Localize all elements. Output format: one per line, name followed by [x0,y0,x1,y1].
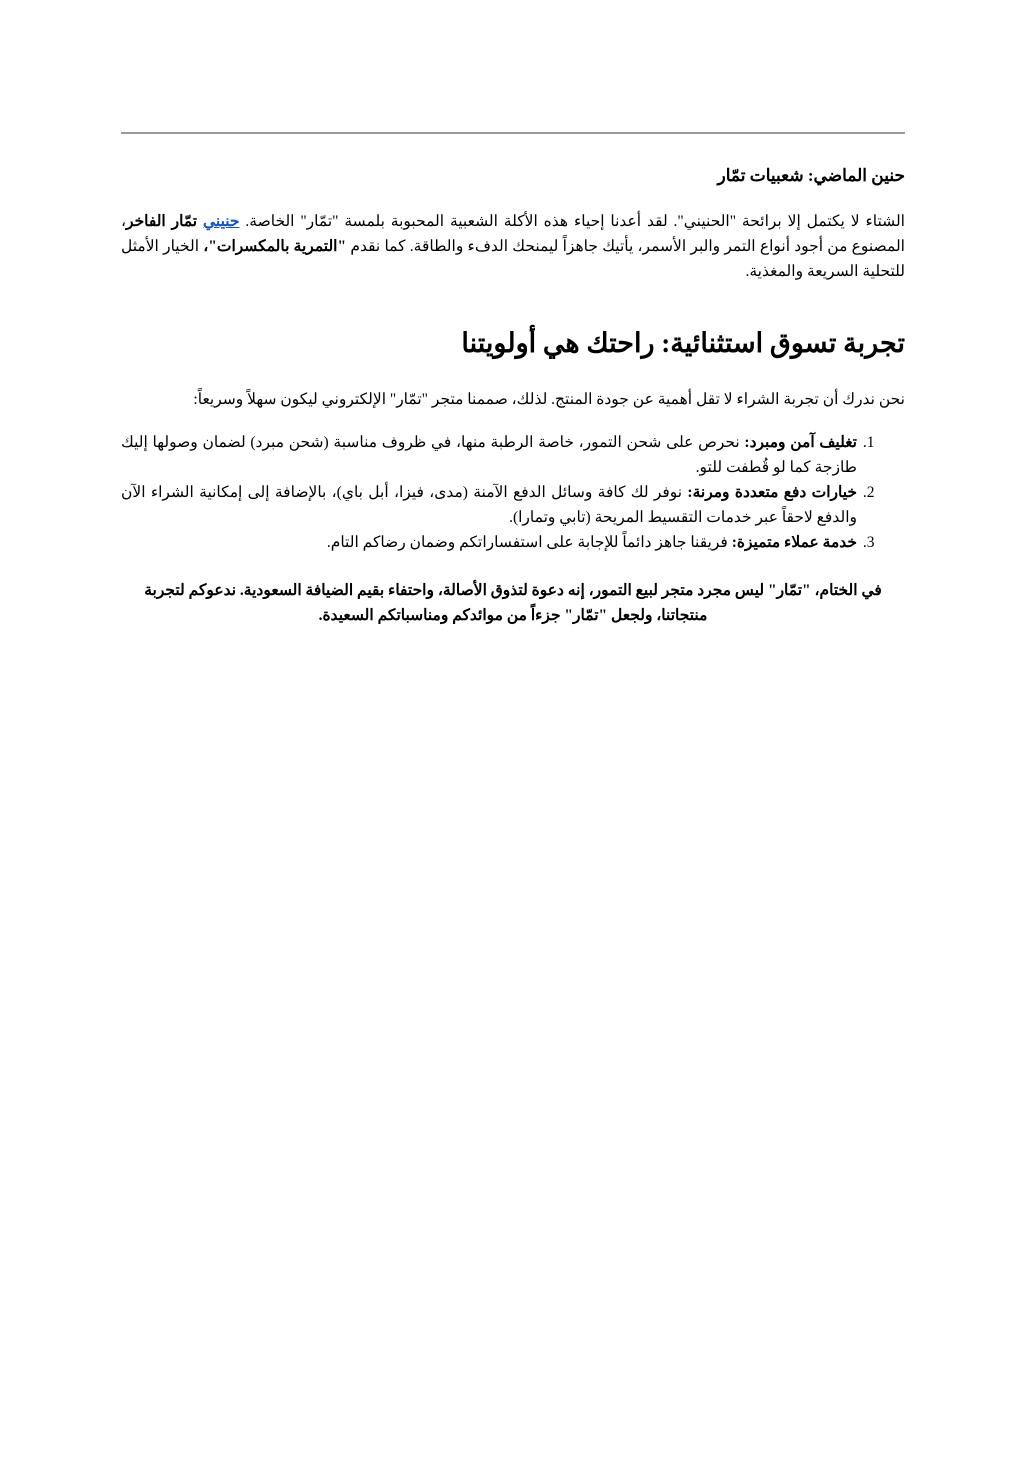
shopping-heading: تجربة تسوق استثنائية: راحتك هي أولويتنا [461,328,905,358]
feature-lead: خيارات دفع متعددة ومرنة: [687,484,857,501]
shopping-intro: نحن ندرك أن تجربة الشراء لا تقل أهمية عن جودة المنتج. لذلك، صممنا متجر "تمّار" الإلكتروني ليكون سهلاً وسريعاً: [193,391,905,408]
closing-text: في الختام، "تمّار" ليس مجرد متجر لبيع التمور، إنه دعوة لتذوق الأصالة، واحتفاء بقيم الضيافة السعودية. ندعوكم لتجربة منتجاتنا، ولجعل "تمّار" جزءاً من موائدكم ومناسباتكم السعيدة. [144,582,882,624]
paragraph-text-end: الخيار الأمثل للتحلية السريعة والمغذية. [121,238,905,280]
paragraph-text-middle: ، المصنوع من أجود أنواع التمر والبر الأسمر، يأتيك جاهزاً ليمنحك الدفء والطاقة. كما نقدم [121,213,905,255]
feature-text: نحرص على شحن التمور، خاصة الرطبة منها، في ظروف مناسبة (شحن مبرد) لضمان وصولها إليك طازجة كما لو قُطفت للتو. [121,434,857,476]
paragraph-text-start: الشتاء لا يكتمل إلا برائحة "الحنيني". لقد أعدنا إحياء هذه الأكلة الشعبية المحبوبة بلمسة "تمّار" الخاصة. [239,213,905,230]
features-list [121,430,905,555]
feature-text: فريقنا جاهز دائماً للإجابة على استفساراتكم وضمان رضاكم التام. [326,534,732,551]
feature-lead: تغليف آمن ومبرد: [744,434,857,451]
list-item-packaging [121,430,859,480]
closing-paragraph [121,578,905,628]
feature-text: نوفر لك كافة وسائل الدفع الآمنة (مدى، فيزا، أبل باي)، بالإضافة إلى إمكانية الشراء الآن والدفع لاحقاً عبر خدمات التقسيط المريحة (تابي وتمارا). [121,484,857,526]
document-page [0,132,1024,628]
hunaini-link[interactable]: حنيني [202,213,240,230]
nostalgia-heading: حنين الماضي: شعبيات تمّار [717,166,905,185]
feature-lead: خدمة عملاء متميزة: [731,534,857,551]
brand-bold-text: تمّار الفاخر [126,213,203,230]
list-item-payment [121,480,859,530]
nostalgia-paragraph [121,209,905,284]
top-divider [121,132,905,134]
list-item-support [121,530,859,555]
product-bold-text: "التمرية بالمكسرات"، [203,238,347,255]
